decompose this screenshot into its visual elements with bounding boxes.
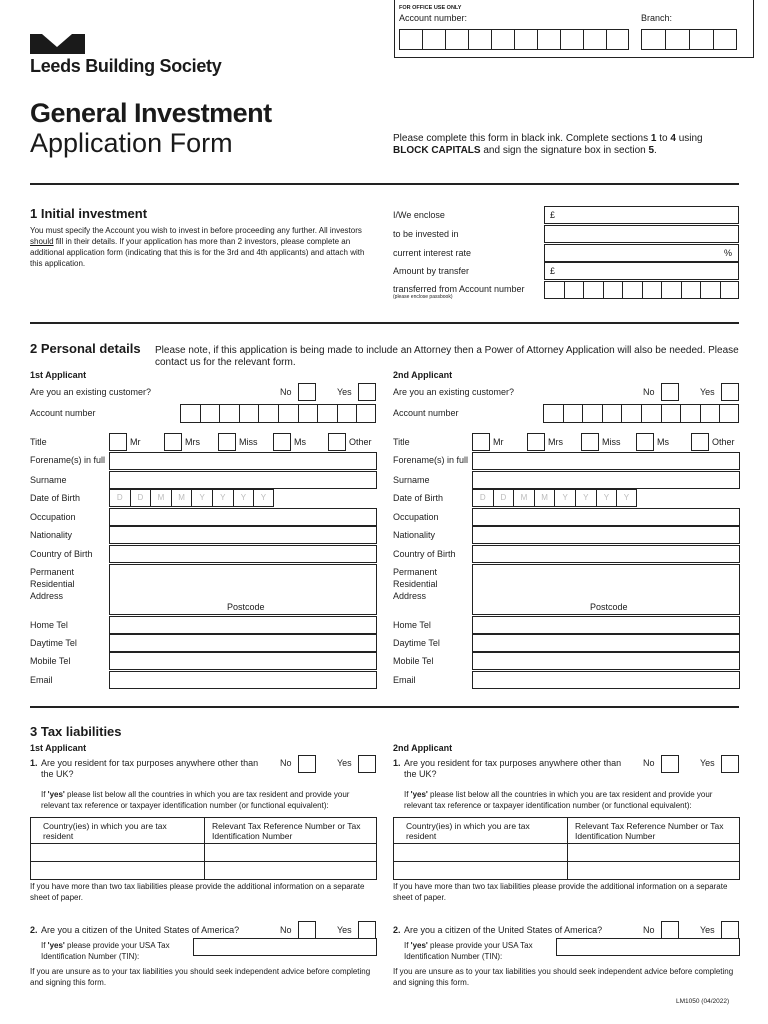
form-instructions: Please complete this form in black ink. Complete sections 1 to 4 using BLOCK CAPITALS and sign the signature box in section 5.	[393, 133, 703, 156]
dob-cells[interactable]: D D M M Y Y Y Y	[109, 489, 274, 507]
form-code: LM1050 (04/2022)	[676, 998, 730, 1005]
form-subtitle: Application Form	[30, 128, 233, 158]
title-miss-checkbox[interactable]	[581, 433, 599, 451]
q2-follow-text: If 'yes' please provide your USA Tax Identification Number (TIN):	[404, 941, 533, 961]
no-label: No	[643, 925, 655, 935]
tax-resident-no-checkbox[interactable]	[298, 755, 316, 773]
tax-advice-note: If you are unsure as to your tax liabilities you should seek independent advice before completing and signing this form.	[393, 967, 734, 987]
email-field[interactable]	[472, 671, 740, 689]
tax-table-col2-header: Relevant Tax Reference Number or Tax Identification Number	[212, 821, 361, 841]
email-field[interactable]	[109, 671, 377, 689]
dob-cells[interactable]: D D M M Y Y Y Y	[472, 489, 637, 507]
title-mrs-checkbox[interactable]	[164, 433, 182, 451]
section-1-heading: 1 Initial investment	[30, 206, 148, 221]
rate-label: current interest rate	[393, 248, 472, 258]
invested-label: to be invested in	[393, 229, 459, 239]
yes-label: Yes	[337, 925, 352, 935]
transfer-amount-field[interactable]	[544, 262, 739, 280]
tax-table	[393, 817, 740, 880]
section-1-text: You must specify the Account you wish to invest in before proceeding any further. All investors should fill in their details. If your application has more than 2 investors, please complete an additional application form (indicating that this is for the 3rd and 4th applicants) and attach with this application.	[30, 226, 365, 268]
email-label: Email	[30, 675, 53, 685]
title-mr-label: Mr	[493, 437, 504, 447]
office-account-label: Account number:	[399, 13, 468, 23]
no-label: No	[280, 387, 292, 397]
address-label: Permanent Residential Address	[393, 567, 438, 601]
percent-sign: %	[723, 248, 732, 258]
title-mr-checkbox[interactable]	[472, 433, 490, 451]
title-other-checkbox[interactable]	[691, 433, 709, 451]
q1-text: Are you resident for tax purposes anywhere other than the UK?	[404, 758, 622, 779]
more-liabilities-note: If you have more than two tax liabilities please provide the additional information on a separate sheet of paper.	[393, 882, 728, 902]
enclose-amount-field[interactable]	[544, 206, 739, 224]
tax-resident-yes-checkbox[interactable]	[358, 755, 376, 773]
country-of-birth-field[interactable]	[472, 545, 740, 563]
office-account-cells[interactable]	[399, 29, 629, 50]
section-3-heading: 3 Tax liabilities	[30, 724, 122, 739]
title-ms-checkbox[interactable]	[636, 433, 654, 451]
postcode-label: Postcode	[590, 602, 628, 612]
tax-table-row-divider	[31, 861, 376, 862]
daytime-tel-field[interactable]	[472, 634, 740, 652]
existing-customer-label: Are you an existing customer?	[393, 387, 515, 397]
title-ms-label: Ms	[294, 437, 306, 447]
surname-label: Surname	[30, 475, 67, 485]
title-label: Title	[393, 437, 410, 447]
home-tel-field[interactable]	[472, 616, 740, 634]
us-citizen-no-checkbox[interactable]	[661, 921, 679, 939]
occupation-field[interactable]	[472, 508, 740, 526]
tax-table	[30, 817, 377, 880]
forename-field[interactable]	[109, 452, 377, 470]
tax-applicant-2-heading: 2nd Applicant	[393, 743, 453, 753]
country-of-birth-label: Country of Birth	[393, 549, 456, 559]
existing-customer-label: Are you an existing customer?	[30, 387, 152, 397]
tax-table-col-divider	[204, 818, 205, 879]
q2-follow-text: If 'yes' please provide your USA Tax Identification Number (TIN):	[41, 941, 170, 961]
pound-sign: £	[550, 266, 556, 276]
yes-label: Yes	[700, 758, 715, 768]
no-label: No	[280, 925, 292, 935]
title-miss-checkbox[interactable]	[218, 433, 236, 451]
dob-label: Date of Birth	[393, 493, 444, 503]
surname-field[interactable]	[109, 471, 377, 489]
tax-resident-no-checkbox[interactable]	[661, 755, 679, 773]
address-label: Permanent Residential Address	[30, 567, 75, 601]
nationality-label: Nationality	[393, 530, 436, 540]
enclose-label: I/We enclose	[393, 210, 445, 220]
attorney-note: Please note, if this application is being made to include an Attorney then a Power of Attorney Application will also be needed. Please contact us for the relevant form.	[155, 345, 739, 368]
from-account-label: transferred from Account number	[393, 284, 525, 294]
title-mrs-label: Mrs	[185, 437, 200, 447]
mobile-tel-field[interactable]	[472, 652, 740, 670]
from-account-cells[interactable]	[544, 281, 739, 299]
no-label: No	[643, 758, 655, 768]
title-label: Title	[30, 437, 47, 447]
title-other-label: Other	[712, 437, 735, 447]
home-tel-field[interactable]	[109, 616, 377, 634]
nationality-field[interactable]	[472, 526, 740, 544]
account-number-cells[interactable]	[543, 404, 739, 423]
divider	[30, 322, 739, 324]
tax-advice-note: If you are unsure as to your tax liabilities you should seek independent advice before completing and signing this form.	[30, 967, 371, 987]
forename-label: Forename(s) in full	[393, 455, 469, 465]
country-of-birth-label: Country of Birth	[30, 549, 93, 559]
us-citizen-yes-checkbox[interactable]	[358, 921, 376, 939]
tax-table-col1-header: Country(ies) in which you are tax resident	[43, 821, 167, 841]
q1-text: Are you resident for tax purposes anywhere other than the UK?	[41, 758, 259, 779]
more-liabilities-note: If you have more than two tax liabilities please provide the additional information on a separate sheet of paper.	[30, 882, 365, 902]
q1-follow-text: If 'yes' please list below all the countries in which you are tax resident and provide your relevant tax reference or taxpayer identification number (or functional equivalent):	[404, 790, 713, 810]
country-of-birth-field[interactable]	[109, 545, 377, 563]
daytime-tel-label: Daytime Tel	[30, 638, 77, 648]
mobile-tel-label: Mobile Tel	[393, 656, 434, 666]
office-branch-label: Branch:	[641, 13, 673, 23]
tax-resident-yes-checkbox[interactable]	[721, 755, 739, 773]
divider	[30, 183, 739, 185]
tax-table-row-divider	[394, 861, 739, 862]
brand-name: Leeds Building Society	[30, 56, 222, 76]
dob-label: Date of Birth	[30, 493, 81, 503]
mobile-tel-field[interactable]	[109, 652, 377, 670]
q2-number: 2.	[30, 925, 38, 935]
transfer-label: Amount by transfer	[393, 266, 470, 276]
section-2-heading: 2 Personal details	[30, 341, 141, 356]
existing-no-checkbox[interactable]	[661, 383, 679, 401]
surname-field[interactable]	[472, 471, 740, 489]
nationality-label: Nationality	[30, 530, 73, 540]
q1-number: 1.	[393, 758, 401, 768]
account-number-label: Account number	[393, 408, 459, 418]
applicant-2-heading: 2nd Applicant	[393, 370, 453, 380]
q1-follow-text: If 'yes' please list below all the countries in which you are tax resident and provide your relevant tax reference or taxpayer identification number (or functional equivalent):	[41, 790, 350, 810]
no-label: No	[643, 387, 655, 397]
office-use-heading: FOR OFFICE USE ONLY	[399, 5, 462, 11]
pound-sign: £	[550, 210, 556, 220]
tax-table-col2-header: Relevant Tax Reference Number or Tax Identification Number	[575, 821, 724, 841]
usa-tin-field[interactable]	[556, 938, 740, 956]
existing-no-checkbox[interactable]	[298, 383, 316, 401]
surname-label: Surname	[393, 475, 430, 485]
address-field[interactable]	[109, 564, 377, 615]
q2-text: Are you a citizen of the United States of America?	[41, 925, 240, 935]
address-field[interactable]	[472, 564, 740, 615]
q1-number: 1.	[30, 758, 38, 768]
interest-rate-field[interactable]	[544, 244, 739, 262]
occupation-label: Occupation	[30, 512, 76, 522]
title-miss-label: Miss	[602, 437, 621, 447]
title-miss-label: Miss	[239, 437, 258, 447]
tax-table-col-divider	[567, 818, 568, 879]
yes-label: Yes	[337, 758, 352, 768]
q2-text: Are you a citizen of the United States of America?	[404, 925, 603, 935]
account-number-label: Account number	[30, 408, 96, 418]
no-label: No	[280, 758, 292, 768]
usa-tin-field[interactable]	[193, 938, 377, 956]
passbook-note: (please enclose passbook)	[393, 294, 453, 300]
invested-account-field[interactable]	[544, 225, 739, 243]
yes-label: Yes	[700, 925, 715, 935]
account-number-cells[interactable]	[180, 404, 376, 423]
title-mr-label: Mr	[130, 437, 141, 447]
forename-field[interactable]	[472, 452, 740, 470]
applicant-1-heading: 1st Applicant	[30, 370, 87, 380]
title-ms-label: Ms	[657, 437, 669, 447]
roof-logo-icon	[30, 34, 85, 54]
form-title: General Investment	[30, 98, 272, 128]
existing-yes-checkbox[interactable]	[721, 383, 739, 401]
title-ms-checkbox[interactable]	[273, 433, 291, 451]
occupation-field[interactable]	[109, 508, 377, 526]
title-other-label: Other	[349, 437, 372, 447]
brand-logo	[30, 34, 85, 54]
home-tel-label: Home Tel	[30, 620, 68, 630]
tax-table-row-divider	[394, 843, 739, 844]
existing-yes-checkbox[interactable]	[358, 383, 376, 401]
title-mrs-checkbox[interactable]	[527, 433, 545, 451]
postcode-label: Postcode	[227, 602, 265, 612]
title-mr-checkbox[interactable]	[109, 433, 127, 451]
tax-table-row-divider	[31, 843, 376, 844]
nationality-field[interactable]	[109, 526, 377, 544]
title-mrs-label: Mrs	[548, 437, 563, 447]
daytime-tel-field[interactable]	[109, 634, 377, 652]
title-other-checkbox[interactable]	[328, 433, 346, 451]
occupation-label: Occupation	[393, 512, 439, 522]
daytime-tel-label: Daytime Tel	[393, 638, 440, 648]
yes-label: Yes	[337, 387, 352, 397]
office-branch-cells[interactable]	[641, 29, 737, 50]
tax-table-col1-header: Country(ies) in which you are tax resident	[406, 821, 530, 841]
q2-number: 2.	[393, 925, 401, 935]
email-label: Email	[393, 675, 416, 685]
us-citizen-no-checkbox[interactable]	[298, 921, 316, 939]
forename-label: Forename(s) in full	[30, 455, 106, 465]
home-tel-label: Home Tel	[393, 620, 431, 630]
us-citizen-yes-checkbox[interactable]	[721, 921, 739, 939]
tax-applicant-1-heading: 1st Applicant	[30, 743, 87, 753]
divider	[30, 706, 739, 708]
yes-label: Yes	[700, 387, 715, 397]
mobile-tel-label: Mobile Tel	[30, 656, 71, 666]
